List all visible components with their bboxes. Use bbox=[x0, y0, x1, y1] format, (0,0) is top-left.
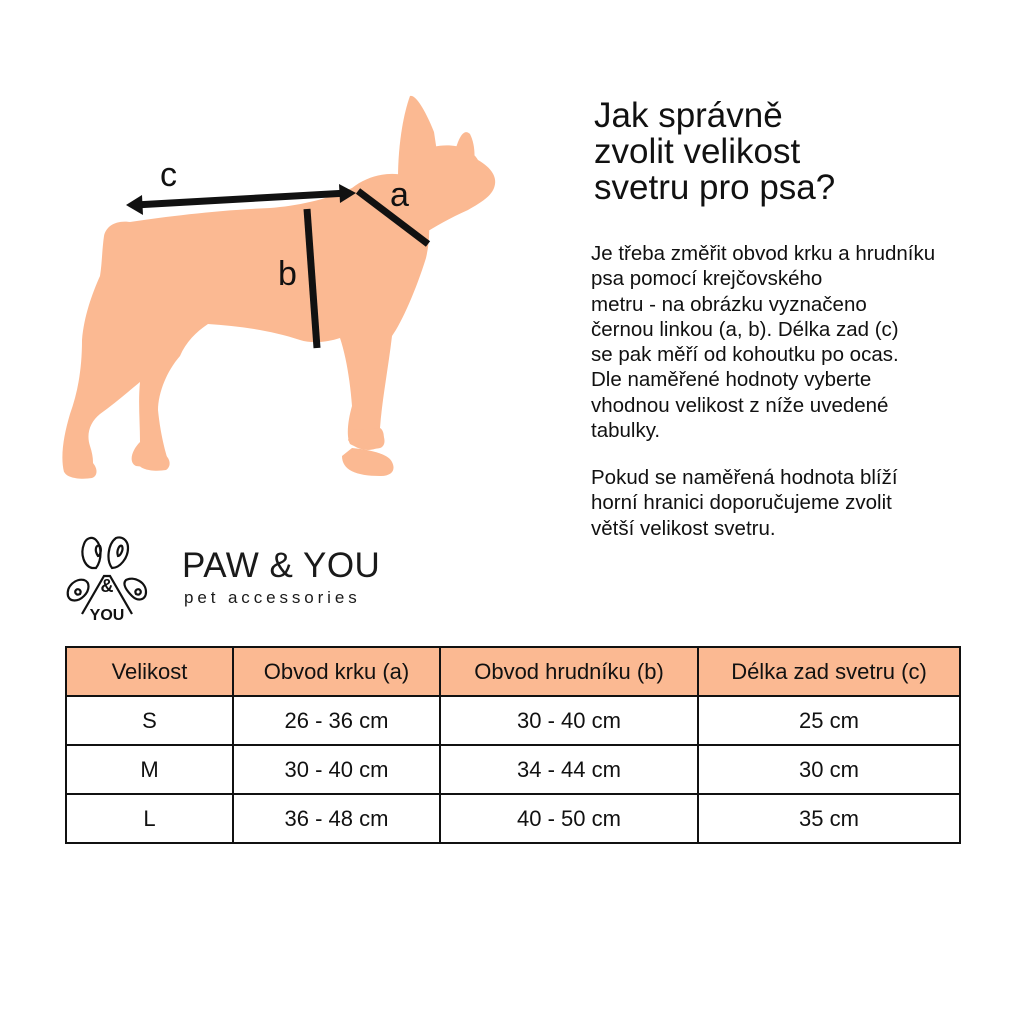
text-line: Dle naměřené hodnoty vyberte bbox=[591, 368, 872, 392]
text-line: Je třeba změřit obvod krku a hrudníku bbox=[591, 242, 936, 265]
logo-ampersand: & bbox=[100, 576, 114, 596]
table-cell: 36 - 48 cm bbox=[233, 794, 440, 843]
label-b: b bbox=[278, 255, 297, 293]
text-line: Pokud se naměřená hodnota blíží bbox=[591, 466, 898, 489]
label-c: c bbox=[160, 156, 177, 194]
dog-measurement-diagram bbox=[0, 0, 520, 500]
table-cell: M bbox=[66, 745, 233, 794]
text-line: horní hranici doporučujeme zvolit bbox=[591, 491, 892, 515]
table-cell: 30 cm bbox=[698, 745, 960, 794]
size-table bbox=[65, 646, 961, 844]
instructions-paragraph bbox=[591, 241, 1011, 443]
column-header: Délka zad svetru (c) bbox=[698, 647, 960, 696]
column-header: Obvod krku (a) bbox=[233, 647, 440, 696]
logo-you: YOU bbox=[89, 607, 125, 624]
page-title bbox=[594, 98, 994, 206]
table-cell: 25 cm bbox=[698, 696, 960, 745]
text-line: větší velikost svetru. bbox=[591, 516, 776, 540]
table-cell: S bbox=[66, 696, 233, 745]
table-cell: 26 - 36 cm bbox=[233, 696, 440, 745]
text-line: se pak měří od kohoutku po ocas. bbox=[591, 343, 899, 367]
text-line: tabulky. bbox=[591, 419, 661, 443]
text-line: černou linkou (a, b). Délka zad (c) bbox=[591, 317, 899, 341]
table-row bbox=[66, 794, 960, 843]
title-line: svetru pro psa? bbox=[594, 168, 836, 207]
table-cell: 30 - 40 cm bbox=[440, 696, 698, 745]
table-row bbox=[66, 696, 960, 745]
title-line: zvolit velikost bbox=[594, 132, 801, 171]
table-cell: L bbox=[66, 794, 233, 843]
table-cell: 40 - 50 cm bbox=[440, 794, 698, 843]
table-cell: 35 cm bbox=[698, 794, 960, 843]
table-row bbox=[66, 745, 960, 794]
title-line: Jak správně bbox=[594, 96, 783, 135]
column-header: Velikost bbox=[66, 647, 233, 696]
column-header: Obvod hrudníku (b) bbox=[440, 647, 698, 696]
text-line: psa pomocí krejčovského bbox=[591, 267, 823, 291]
brand-tagline: pet accessories bbox=[184, 588, 361, 607]
arrow-head-left bbox=[126, 195, 143, 215]
table-cell: 34 - 44 cm bbox=[440, 745, 698, 794]
brand-name: PAW & YOU bbox=[182, 546, 381, 585]
label-a: a bbox=[390, 176, 409, 214]
text-line: vhodnou velikost z níže uvedené bbox=[591, 393, 889, 417]
text-line: metru - na obrázku vyznačeno bbox=[591, 292, 867, 316]
table-cell: 30 - 40 cm bbox=[233, 745, 440, 794]
paw-logo-icon bbox=[62, 534, 152, 626]
table-header-row bbox=[66, 647, 960, 696]
recommendation-paragraph bbox=[591, 465, 1011, 541]
